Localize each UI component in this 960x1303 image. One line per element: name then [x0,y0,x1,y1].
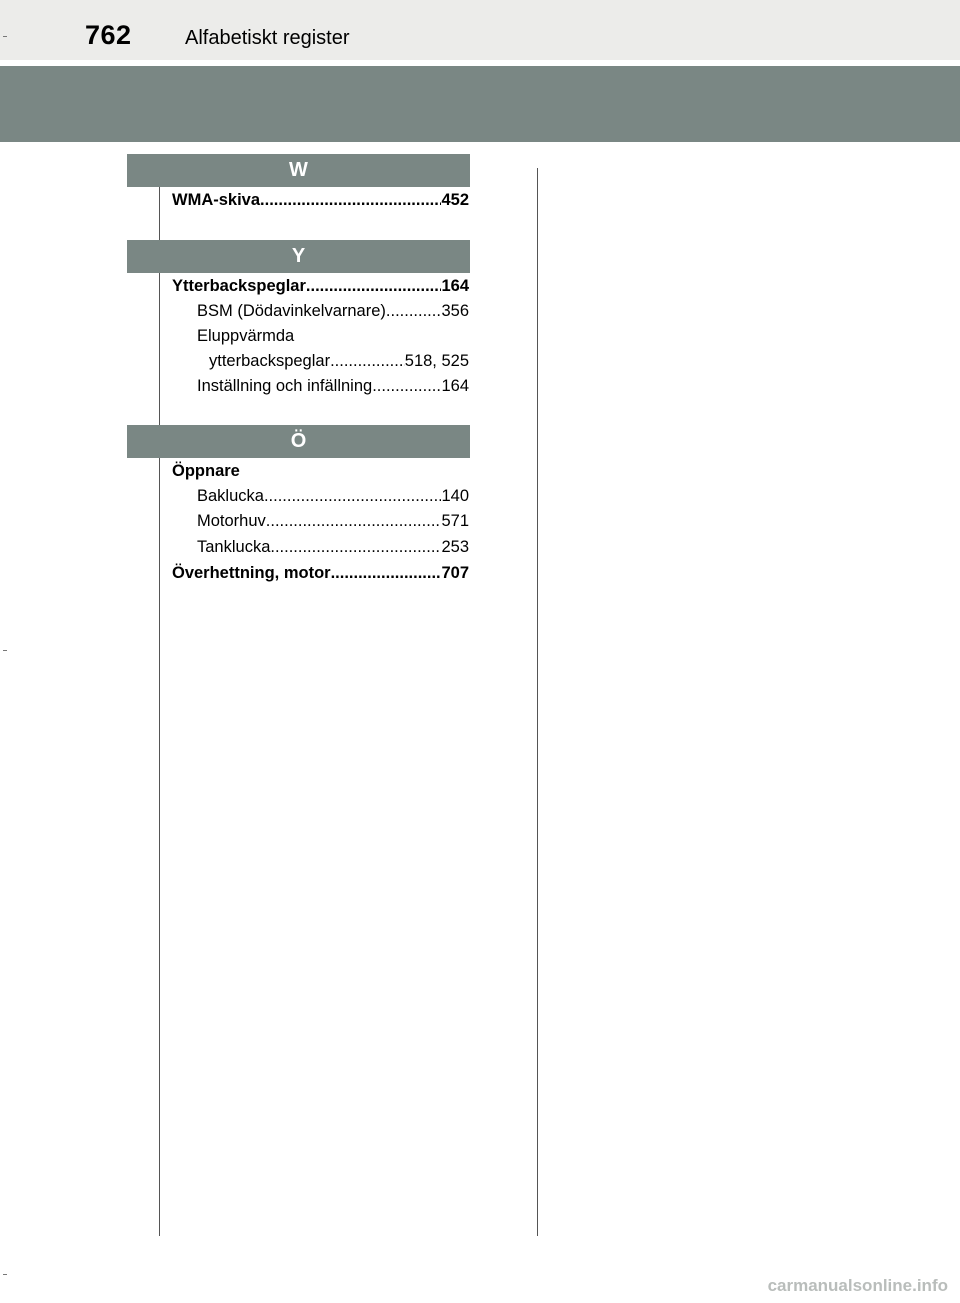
page-header [0,0,960,60]
leader-dots [266,509,442,534]
index-entry-overhettning [172,561,469,586]
page-title: Alfabetiskt register [185,27,350,49]
entry-label: BSM (Dödavinkelvarnare) [197,302,386,320]
entry-label: Öppnare [172,462,240,480]
index-entry-eluppvarmda [197,324,469,349]
entry-page: 518, 525 [404,352,469,370]
section-letter: Ö [290,430,307,452]
leader-dots [386,299,442,324]
leader-dots [270,535,441,560]
section-header-o-umlaut [127,425,470,458]
entry-label: WMA-skiva [172,191,261,209]
index-entry-installning [197,374,469,399]
section-header-y [127,240,470,273]
leader-dots [306,274,442,299]
entry-page: 253 [441,538,469,556]
section-header-w [127,154,470,187]
leader-dots [331,561,442,586]
entry-label: Baklucka [197,487,264,505]
crop-mark [3,1274,7,1275]
index-entry-ytterbackspeglar-heated [209,349,469,374]
entry-label: Motorhuv [197,512,266,530]
page-number: 762 [85,20,132,50]
entry-label: Inställning och infällning [197,377,373,395]
index-entry-wma-skiva [172,188,469,213]
index-entry-baklucka [197,484,469,509]
entry-label: Ytterbackspeglar [172,277,306,295]
column-rule-middle [537,168,538,1236]
entry-page: 356 [441,302,469,320]
entry-page: 164 [441,277,469,295]
header-banner [0,66,960,142]
entry-label: Tanklucka [197,538,271,556]
index-entry-tanklucka [197,535,469,560]
index-entry-bsm [197,299,469,324]
index-entry-ytterbackspeglar [172,274,469,299]
index-entry-motorhuv [197,509,469,534]
entry-label: ytterbackspeglar [209,352,331,370]
leader-dots [264,484,442,509]
column-rule-left [159,183,160,1236]
leader-dots [260,188,441,213]
crop-mark [3,36,7,37]
entry-page: 571 [441,512,469,530]
section-letter: Y [291,245,306,267]
entry-label: Eluppvärmda [197,327,295,345]
section-letter: W [289,159,308,181]
entry-page: 452 [441,191,469,209]
watermark: carmanualsonline.info [767,1276,948,1295]
leader-dots [330,349,405,374]
index-entry-oppnare [172,459,469,484]
leader-dots [372,374,441,399]
entry-page: 164 [441,377,469,395]
entry-label: Överhettning, motor [172,564,331,582]
entry-page: 707 [441,564,469,582]
crop-mark [3,650,7,651]
entry-page: 140 [441,487,469,505]
